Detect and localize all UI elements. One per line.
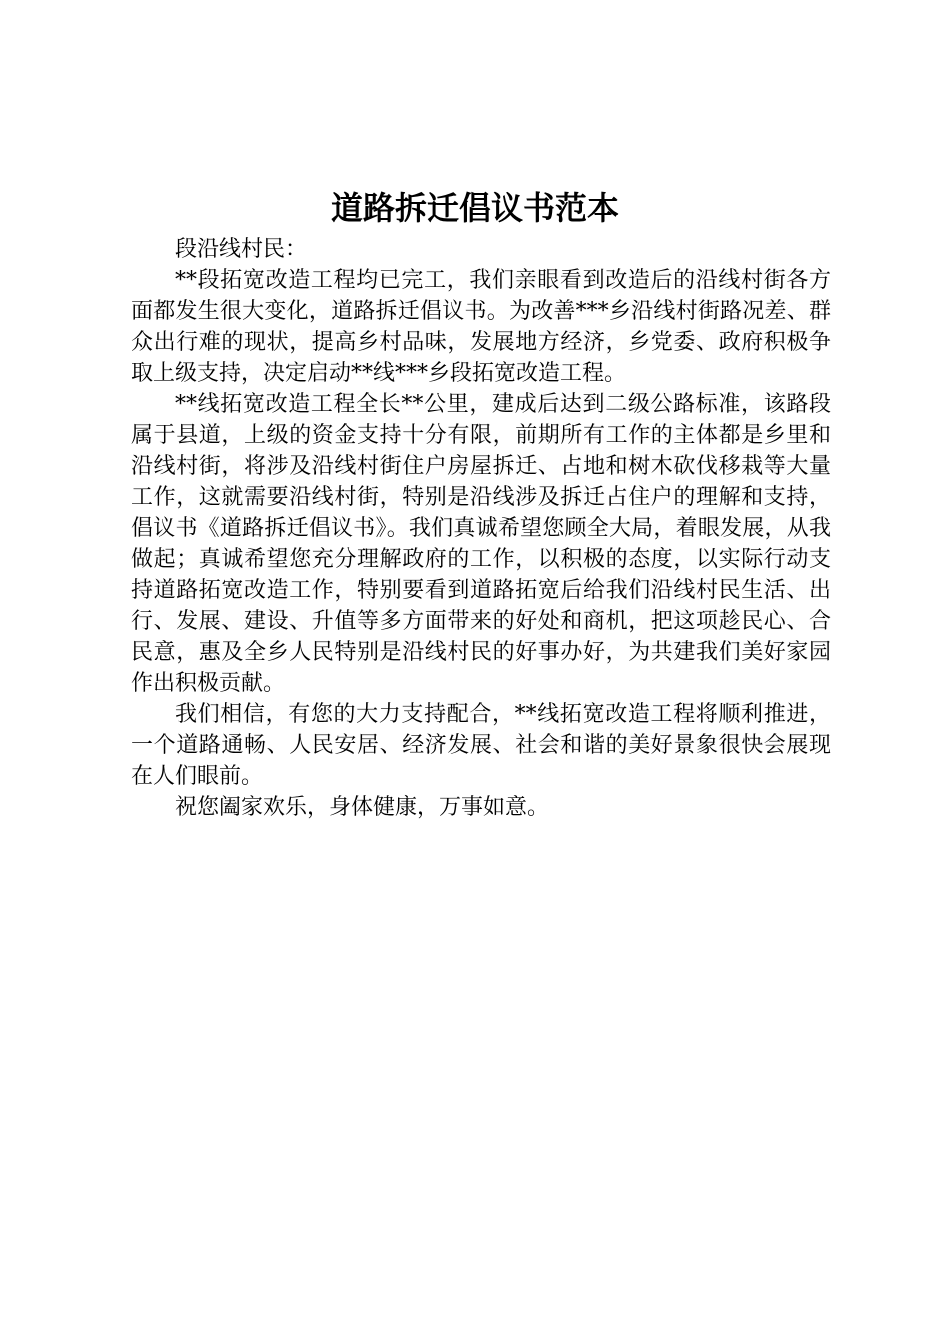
paragraph-3: 我们相信，有您的大力支持配合，**线拓宽改造工程将顺利推进，一个道路通畅、人民安居、经济发展、社会和谐的美好景象很快会展现在人们眼前。	[131, 702, 831, 789]
salutation: 段沿线村民：	[175, 237, 308, 262]
paragraph-2: **线拓宽改造工程全长**公里，建成后达到二级公路标准，该路段属于县道，上级的资金支持十分有限，前期所有工作的主体都是乡里和沿线村街，将涉及沿线村街住户房屋拆迁、占地和树木砍伐移栽等大量工作，这就需要沿线村街，特别是沿线涉及拆迁占住户的理解和支持，倡议书《道路拆迁倡议书》。我们真诚希望您顾全大局，着眼发展，从我做起；真诚希望您充分理解政府的工作，以积极的态度，以实际行动支持道路拓宽改造工作，特别要看到道路拓宽后给我们沿线村民生活、出行、发展、建设、升值等多方面带来的好处和商机，把这项趁民心、合民意，惠及全乡人民特别是沿线村民的好事办好，为共建我们美好家园作出积极贡献。	[131, 392, 831, 696]
document-title: 道路拆迁倡议书范本	[330, 189, 619, 227]
paragraph-1: **段拓宽改造工程均已完工，我们亲眼看到改造后的沿线村街各方面都发生很大变化，道路拆迁倡议书。为改善***乡沿线村街路况差、群众出行难的现状，提高乡村品味，发展地方经济，乡党委、政府积极争取上级支持，决定启动**线***乡段拓宽改造工程。	[131, 268, 831, 386]
document-body	[131, 234, 831, 823]
closing-line: 祝您阖家欢乐，身体健康，万事如意。	[175, 795, 550, 820]
